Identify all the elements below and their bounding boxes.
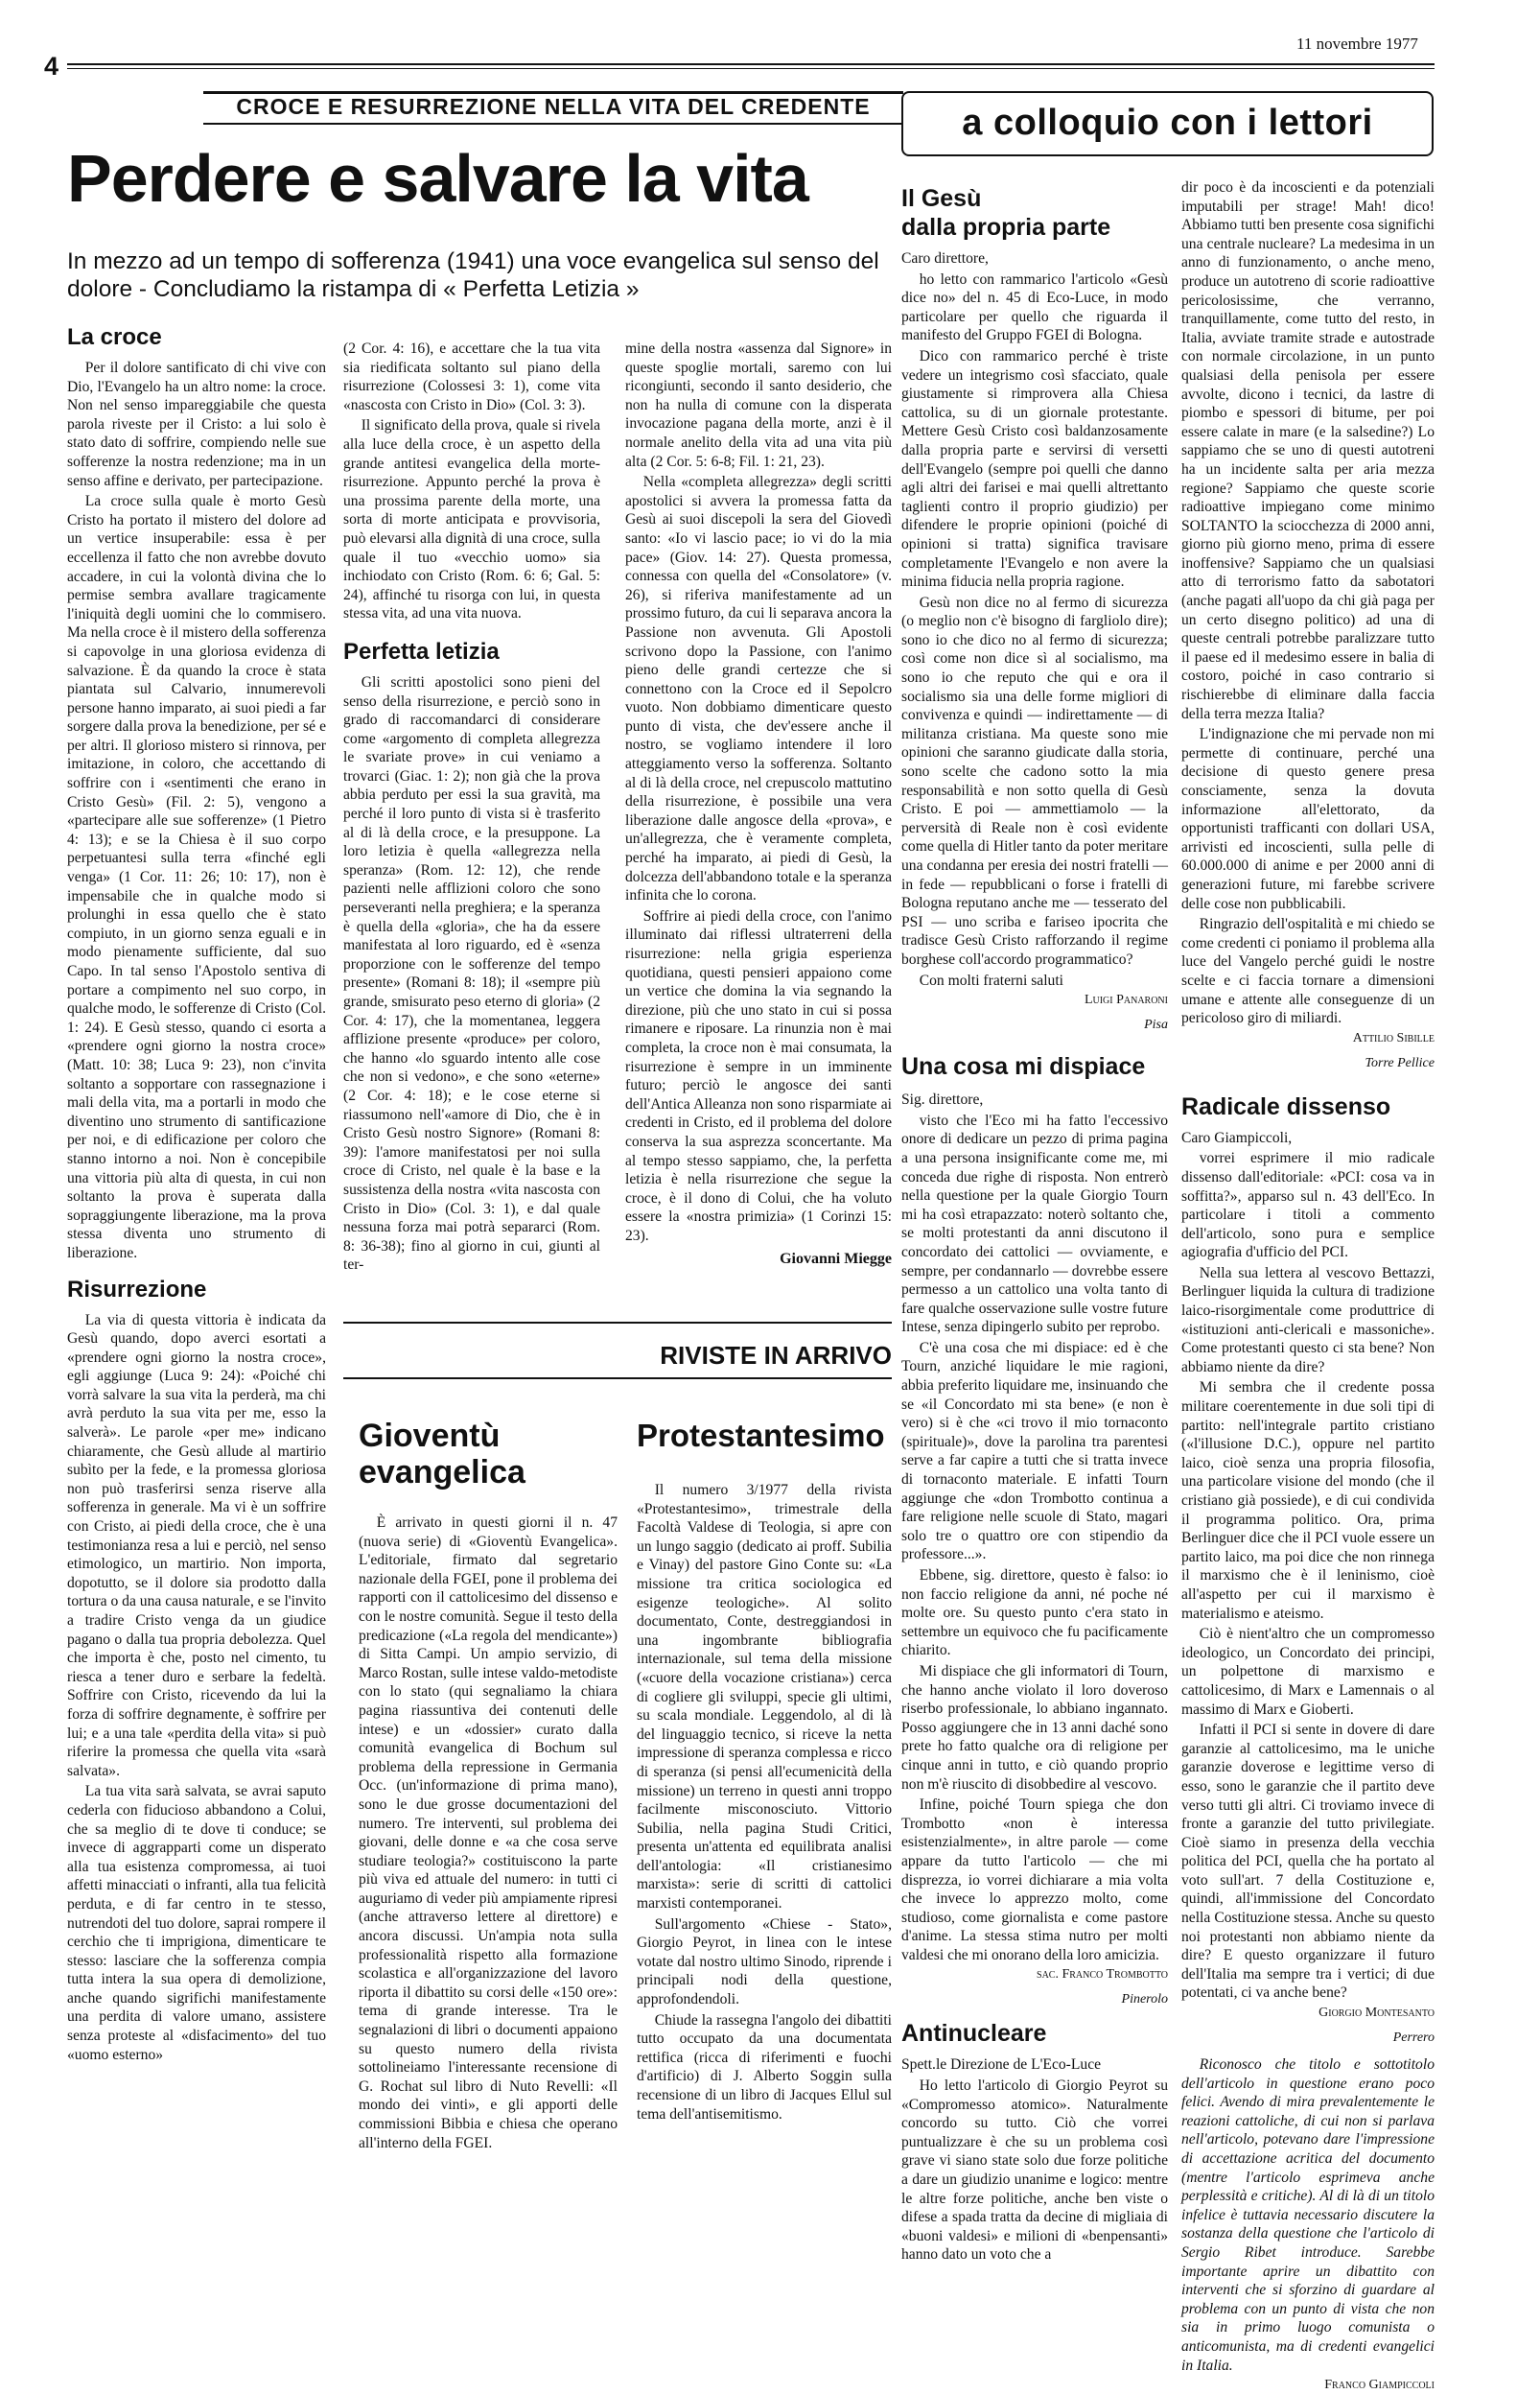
paragraph: Gli scritti apostolici sono pieni del senso della risurrezione, e perciò sono in grado di raccomandarci di considerare come «argomento di completa allegrezza le svariate prove» in cui veniamo a trovarci (Giac. 1: 2); non già che la prova abbia perduto per essi la sua gravità, ma perché il loro punto di vista si è trasferito al di là della croce, e la presuppone. La loro letizia è quella «allegrezza nella speranza» (Rom. 12: 12), che rende pazienti nelle afflizioni coloro che sono perseveranti nella preghiera; e la speranza è quella della «gloria», che ha da essere manifestata al loro riguardo, ed è «senza proporzione con le sofferenze del tempo presente» (Romani 8: 18); il «sempre più grande, smisurato peso eterno di gloria» (2 Cor. 4: 17), che la momentanea, leggera afflizione presente «produce» per coloro, che hanno «lo sguardo intento alle cose che non si vedono», e che sono «eterne» (2 Cor. 4: 18); e le cose eterne si riassumono nell'«amore di Dio, che è in Cristo Gesù nostro Signore» (Romani 8: 39): l'amore manifestatosi per noi sulla croce di Cristo, nel quale è la base e la sussistenza della nostra «vita nascosta con Cristo in Dio» (Col. 3: 1), e dal quale nessuna forza mai potrà separarci (Rom. 8: 36-38); fino al giorno in cui, giunti al ter- (343, 673, 600, 1274)
protestantesimo-title: Protestantesimo (637, 1418, 885, 1453)
letter-title-line-2: dalla propria parte (901, 214, 1111, 241)
kicker-rule-bottom (203, 123, 903, 125)
paragraph: Dico con rammarico perché è triste vedere un integrismo così sfacciato, quale giustamente si rimprovera alla Chiesa cattolica, su di un giornale protestante. Mettere Gesù Cristo così baldanzosamente dalla propria parte e servirsi di versetti dell'Evangelo (sempre poi quelli che danno agli altri dei farisei e mai quelli altrettanto taglienti contro il proprio giudizio) per difendere le proprie opinioni (poiché di opinioni si tratta) significa travisare completamente l'Evangelo e non avere la minima fiducia nella propria ragione. (901, 347, 1168, 591)
paragraph: È arrivato in questi giorni il n. 47 (nuova serie) di «Gioventù Evangelica». L'editoriale, firmato dal segretario nazionale della FGEI, pone il problema dei rapporti con il cattolicesimo del dissenso e con le nostre comunità. Segue il testo della predicazione («La regola del mendicante») di Sitta Campi. Un ampio servizio, di Marco Rostan, sulle intese valdo-metodiste con lo stato (qui segnaliamo la chiara pagina riassuntiva dei contenuti delle intese) e un «dossier» curato dalla comunità evangelica di Bochum sul problema della repressione in Germania Occ. (un'informazione di prima mano), sono le due grosse documentazioni del numero. Tre interventi, sul problema dei giovani, delle donne e «a che cosa serve studiare teologia?» costituiscono la parte più viva ed attuale del numero: in tutti ci auguriamo di veder più ampiamente ripresi (anche attraverso lettere al direttore) e ancora discussi. Un'ampia nota sulla professionalità rispetto alla formazione scolastica e all'organizzazione del lavoro riporta il dibattito su corsi delle «150 ore»: tema di grande interesse. Tra le segnalazioni di libri o documenti appaiono su questo numero della rivista sottolineiamo l'interessante recensione di G. Rochat sul libro di Nuto Revelli: «Il mondo dei vinti», e gli apporti delle commissioni Bibbia e chiesa che operano all'interno della FGEI. (359, 1514, 618, 2151)
paragraph: Soffrire ai piedi della croce, con l'animo illuminato dai riflessi ultraterreni della risurrezione: nella grigia esperienza quotidiana, questi pensieri appaiono come un vertice che domina la via segnando la direzione, più che uno stato in cui si possa rimanere e riposare. La rinunzia non è mai completa, la croce non è mai consumata, la risurrezione è sempre in un imminente futuro; perciò le angosce dei santi dell'Antica Alleanza non sono risparmiate ai credenti in Cristo, ed il problema del dolore conserva la sua asprezza sconcertante. Ma al tempo stesso sappiamo, che, la perfetta letizia è nella risurrezione che segue la croce, è il dono di Colui, che ha voluto essere la «nostra primizia» (1 Corinzi 15: 23). (625, 907, 892, 1244)
letter-author: Giorgio Montesanto (1318, 2006, 1435, 2021)
paragraph: La via di questa vittoria è indicata da Gesù quando, dopo averci esortati a «prendere ogni giorno la nostra croce», egli aggiunge (Luca 9: 24): «Poiché chi vorrà salvare la sua vita la perderà, ma chi avrà perduto la sua vita per me, esso la salverà». Le parole «per me» indicano chiaramente, che Gesù allude al martirio subìto per la fede, e la promessa gloriosa non può trasferirsi senza riserve alla sofferenza in generale. Ma vi è un soffrire con Cristo, ai piedi della croce, che è una testimonianza resa a lui e perciò, nel senso etimologico, un martirio. Non importa, dopotutto, se il dolore sia prodotto dalla tortura o da una causa naturale, e se l'invito a tradire Cristo venga da un giudice pagano o dalla tua propria debolezza. Quel che importa è che, posto nel cimento, tu riesca a tener duro e serbare la fedeltà. Soffrire con Cristo, ricevendo da lui la forza di soffrire degnamente, è soffrire per lui; e a una tale «perdita della vita» si può riferire la promessa che quella vita «sarà salvata». (67, 1311, 326, 1779)
paragraph: Ciò è nient'altro che un compromesso ideologico, un Concordato dei principi, un polpettone di marxismo e cattolicesimo, di Marx e Lamennais o al massimo di Marx e Gioberti. (1181, 1626, 1435, 1718)
salutation: Caro direttore, (901, 250, 989, 267)
letters-column-2 (1181, 178, 1435, 2393)
riviste-rule-top (343, 1322, 892, 1324)
salutation: Spett.le Direzione de L'Eco-Luce (901, 2056, 1102, 2074)
main-column-1 (67, 317, 326, 2283)
letter-author: sac. Franco Trombotto (1037, 1967, 1168, 1983)
letter-title-radicale-dissenso: Radicale dissenso (1181, 1092, 1391, 1120)
section-title-perfetta-letizia: Perfetta letizia (343, 638, 500, 665)
salutation: Caro Giampiccoli, (1181, 1129, 1293, 1146)
letter-author: Attilio Sibille (1352, 1030, 1435, 1045)
paragraph: mine della nostra «assenza dal Signore» in queste spoglie mortali, saremo con lui ricongiunti, secondo il santo desiderio, che non ha nulla di comune con la disperata invocazione pagana della morte, anzi è il normale anelito della vita ad una vita più alta (2 Cor. 5: 6-8; Fil. 1: 21, 23). (625, 340, 892, 470)
letter-author: Luigi Panaroni (1084, 993, 1168, 1008)
gioventu-title-line-1: Gioventù (359, 1418, 501, 1454)
paragraph: (2 Cor. 4: 16), e accettare che la tua vita sia riedificata soltanto sul piano della risurrezione (Colossesi 3: 1), come vita «nascosta con Cristo in Dio» (Col. 3: 3). (343, 340, 600, 413)
paragraph: C'è una cosa che mi dispiace: ed è che Tourn, anziché liquidare le mie ragioni, abbia preferito liquidare me, insinuando che se «il Concordato mi sta bene» (e non è vero) si è che «ci trovo il mio tornaconto (spirituale)», dove la parolina tra parentesi serve a far capire a tutti che si tratta invece di tornaconto materiale. E infatti Tourn aggiunge che «don Trombotto continua a fare religione nelle scuole di Stato, magari solo tre o quattro ore con stipendio da professore...». (901, 1339, 1168, 1563)
letter-title-il-gesu (901, 184, 1168, 242)
letter-title-line-1: Il Gesù (901, 185, 982, 212)
letter-place: Pisa (1144, 1018, 1168, 1033)
riviste-banner: RIVISTE IN ARRIVO (660, 1341, 892, 1370)
paragraph: Infine, poiché Tourn spiega che don Trombotto «non è interessa esistenzialmente», in altre parole — come appare da tutto l'articolo — che mi disprezza, io vorrei dichiarare a mia volta che invece lo apprezzo molto, come studioso, come giornalista e come pastore d'anime. La stessa stima nutro per molti valdesi che mi onorano della loro amicizia. (901, 1796, 1168, 1963)
paragraph: Per il dolore santificato di chi vive con Dio, l'Evangelo ha un altro nome: la croce. Non nel senso impareggiabile che questa parola riveste per il Cristo: a lui solo è stato dato di soffrire, compiendo nelle sue sofferenze la nostra redenzione; ma in un senso affine e derivato, per partecipazione. (67, 360, 326, 489)
salutation: Sig. direttore, (901, 1091, 984, 1109)
letters-column-1 (901, 178, 1168, 2288)
riviste-rule-bottom (343, 1377, 892, 1379)
paragraph: Nella «completa allegrezza» degli scritti apostolici si avvera la promessa fatta da Gesù ai suoi discepoli la sera del Giovedì santo: «Io vi lascio pace; io vi do la mia pace» (Giov. 14: 27). Questa promessa, connessa con quella del «Consolatore» (v. 26), si riferiva manifestamente ad un prossimo futuro, da cui li separava ancora la Passione non avvenuta. Gli Apostoli scrivono dopo la Passione, con l'animo pieno delle grandi certezze che si connettono con la Croce ed il Sepolcro vuoto. Non dobbiamo dimenticare questo punto di vista, che dev'essere anche il nostro, se vogliamo intendere il loro atteggiamento verso la sofferenza. Soltanto al di là della croce, nel crepuscolo mattutino della risurrezione, è possibile una vera liberazione dalle angosce della «prova», e un'allegrezza, che è veramente completa, perché ha imparato, ai piedi di Gesù, la dolcezza dell'abbandono totale e la speranza infinita che lo corona. (625, 474, 892, 904)
protestantesimo-column (637, 1418, 892, 2281)
paragraph: visto che l'Eco mi ha fatto l'eccessivo onore di dedicare un pezzo di prima pagina a una persona insignificante come me, mi conceda due righe di risposta. Non entrerò nella questione per la quale Giorgio Tourn mi ha così etrapazzato: noterò soltanto che, se molti protestanti da anni discutono il concordato dei cattolici — ovviamente, e sempre, per condannarlo — dovrebbe essere permesso a un cattolico una volta tanto di fare qualche osservazione sulle vostre future Intese, senza dipingerlo subito per reprobo. (901, 1112, 1168, 1336)
gioventu-title (359, 1418, 618, 1490)
subheadline: In mezzo ad un tempo di sofferenza (1941) una voce evangelica sul senso del dolore - Concludiamo la ristampa di « Perfetta Letizia » (67, 248, 879, 302)
paragraph: La tua vita sarà salvata, se avrai saputo cederla con fiducioso abbandono a Colui, che sa meglio di te dove ti conduce; se invece di aggrapparti come un disperato alla tua esistenza compromessa, ai tuoi affetti minacciati o infranti, alla tua felicità perduta, e di far centro in te stesso, nutrendoti del tuo dolore, saprai rompere il cerchio che ti imprigiona, dimenticare te stesso: lasciare che la sofferenza compia tutta intera la sua opera di demolizione, anche quando sigrifichi manifestamente una perdita di valore umano, assistere senza proteste al «disfacimento» del tuo «uomo esterno» (67, 1783, 326, 2063)
letter-place: Torre Pellice (1365, 1055, 1435, 1070)
section-title-risurrezione: Risurrezione (67, 1276, 207, 1303)
editor-note: Riconosco che titolo e sottotitolo dell'articolo in questione erano poco felici. Avendo di mira prevalentemente le reazioni cattoliche, di cui non si parlava nell'articolo, potevano dare l'impressione di accettazione acritica del documento (mentre l'articolo esprimeva anche perplessità e critiche). Al di là di un titolo infelice è tuttavia necessario discutere la sostanza della questione che l'articolo di Sergio Ribet introduce. Sarebbe importante aprire un dibattito con interventi che si sforzino di guardare al problema con un punto di vista che non sia in primo luogo comunista o anticomunista, ma di credenti evangelici in Italia. (1181, 2056, 1435, 2374)
issue-date: 11 novembre 1977 (1296, 35, 1418, 53)
paragraph: Mi sembra che il credente possa militare coerentemente in due soli tipi di partito: nell'integrale partito cristiano («l'illusione D.C.), oppure nel partito laico, cioè senza una propria filosofia, una particolare visione del mondo (che il cristiano già possiede), e di cui condivida il programma politico. Ora, prima Berlinguer dice che il PCI vuole essere un partito laico, ma poi dice che non rinnega il marxismo che è il leninismo, cioè all'aspetto per cui il marxismo è materialismo e ateismo. (1181, 1379, 1435, 1622)
paragraph: vorrei esprimere il mio radicale dissenso dall'editoriale: «PCI: cosa va in soffitta?», apparso sul n. 43 dell'Eco. In particolare i titoli a commento dell'articolo, sono pura e semplice agiografia d'ufficio del PCI. (1181, 1150, 1435, 1261)
closing: Con molti fraterni saluti (919, 972, 1063, 989)
paragraph: Nella sua lettera al vescovo Bettazzi, Berlinguer liquida la cultura di tradizione laico-risorgimentale come produttrice di «istituzioni anti-clericali e massoniche». Come protestanti questo ci sta bene? Non abbiamo niente da dire? (1181, 1264, 1435, 1375)
paragraph: dir poco è da incoscienti e da potenziali imputabili per strage! Mah! dico! Abbiamo tutti ben presente cosa significhi una centrale nucleare? La medesima in un anno di funzionamento, o anche meno, produce un autotreno di scorie radioattive pericolosissime, che verranno, tranquillamente, come tutto del resto, in Italia, avviate tramite strade e autostrade con normale circolazione, in un punto qualsiasi della penisola per essere avvolte, dicono i tecnici, da lastre di piombo e spessori di bitume, per poi essere calate in mare (e la salsedine?) Lo sappiamo che se uno di questi autotreni ha un incidente salta per aria mezza regione? Sappiamo che queste scorie radioattive impiegano come minimo SOLTANTO la sciocchezza di 2000 anni, giorno più giorno meno, prima di essere inoffensive? Sappiamo che un qualsiasi atto di terrorismo fatto da sabotatori (anche pagati all'uopo da chi già paga per un certo disegno politico) ad una di queste centrali potrebbe paralizzare tutto il paese ed il medesimo essere in balia di costoro, poiché in caso contrario si rischierebbe di eliminare dalla faccia della terra mezza Italia? (1181, 179, 1435, 722)
main-column-3 (625, 340, 892, 1289)
main-column-2 (343, 340, 600, 1299)
paragraph: L'indignazione che mi pervade non mi permette di continuare, perché una decisione di questo genere presa consciamente, senza la dovuta informazione all'elettorato, da opportunisti trafficanti con dollari USA, arrivisti ed incoscienti, sulla pelle di 60.000.000 di anime e per 2000 anni di generazioni future, mi farebbe scrivere delle cose non pubblicabili. (1181, 726, 1435, 912)
gioventu-title-line-2: evangelica (359, 1454, 525, 1490)
letter-place: Pinerolo (1121, 1992, 1168, 2007)
letter-place: Perrero (1392, 2030, 1435, 2046)
article-author: Giovanni Miegge (780, 1250, 892, 1267)
paragraph: Sull'argomento «Chiese - Stato», Giorgio Peyrot, in linea con le intese votate dal nostro ultimo Sinodo, riprende i principali nodi della questione, approfondendoli. (637, 1915, 892, 2008)
paragraph: Ho letto l'articolo di Giorgio Peyrot su «Compromesso atomico». Naturalmente concordo su tutto. Ciò che vorrei puntualizzare è che su un problema così grave vi siano state solo due forze politiche a dare un giudizio unanime e logico: mentre le altre forze politiche, anche ben viste o difese a spada tratta da decine di migliaia di «buoni valdesi» e milioni di «benpensanti» hanno dato un voto che a (901, 2077, 1168, 2264)
gioventu-evangelica-column (359, 1418, 618, 2281)
section-title-la-croce: La croce (67, 324, 162, 350)
paragraph: Gesù non dice no al fermo di sicurezza (o meglio non c'è bisogno di fargliolo dire); sono io che dico no al fermo di sicurezza; così come non dice sì al socialismo, ma sono io che reputo che qui e ora il socialismo sia una delle forme migliori di convivenza e quindi — indirettamente — di militanza cristiana. Ma queste sono mie opinioni che saranno giudicate dalla storia, sono scelte che cadono sotto la mia responsabilità e non sotto quella di Gesù Cristo. E poi — ammettiamolo — la perversità di Reale non è così evidente come quella di Hitler tanto da poter meritare una condanna per eresia dei nostri fratelli — in fede — repubblicani o forse i fratelli di Bologna reputano anche me — tesserato del PSI — uno scriba e fariseo ipocrita che tradisce Gesù Cristo rafforzando il regime borghese coll'accordo programmatico? (901, 594, 1168, 968)
paragraph: ho letto con rammarico l'articolo «Gesù dice no» del n. 45 di Eco-Luce, in modo particolare per quello che riguarda il manifesto del Gruppo FGEI di Bologna. (901, 270, 1168, 344)
paragraph: Ebbene, sig. direttore, questo è falso: io non faccio religione da anni, né poche né molte ore. Su questo punto c'era stato in settembre un equivoco che fu pacificamente chiarito. (901, 1567, 1168, 1659)
header-rule (67, 63, 1435, 65)
kicker: CROCE E RESURREZIONE NELLA VITA DEL CREDENTE (236, 94, 871, 119)
letter-title-antinucleare: Antinucleare (901, 2020, 1047, 2048)
paragraph: Infatti il PCI si sente in dovere di dare garanzie al cattolicesimo, ma le uniche garanzie doverose e legittime verso di esso, sono le garanzie che il partito deve verso tutti gli altri. Ci troviamo invece di fronte a garanzie del tutto privilegiate. Cioè siamo in presenza della vecchia politica del PCI, quella che ha portato al voto sull'art. 7 della Costituzione e, quindi, all'immissione del Concordato nella Costituzione stessa. Anche su questo noi protestanti non abbiamo niente da dire? E questo organizzare il futuro dell'Italia ma sempre tra i vertici; di due potentati, ci va anche bene? (1181, 1722, 1435, 2002)
paragraph: Chiude la rassegna l'angolo dei dibattiti tutto occupato da una documentata rettifica (ricca di riferimenti e fuochi d'artificio) di J. Alberto Soggin sulla recensione di un libro di Jacques Ellul sul tema dell'antisemitismo. (637, 2011, 892, 2123)
paragraph: Ringrazio dell'ospitalità e mi chiedo se come credenti ci poniamo il problema alla luce del Vangelo perché guidi le nostre scelte e ci faccia tornare a dimensioni umane e attente alle conseguenze di un pericoloso giro di miliardi. (1181, 916, 1435, 1027)
letters-box-title: a colloquio con i lettori (901, 91, 1434, 156)
paragraph: Il significato della prova, quale si rivela alla luce della croce, è un aspetto della grande antitesi evangelica della morte-risurrezione. Appunto perché la prova è una prossima parente della morte, una sorta di morte anticipata e provvisoria, può elevarsi alla dignità di una croce, sulla quale il tuo «vecchio uomo» sia inchiodato con Cristo (Rom. 6: 6; Gal. 5: 24), affinché tu risorga con lui, in questa stessa vita, ad una vita nuova. (343, 417, 600, 622)
editor-signature: Franco Giampiccoli (1324, 2378, 1435, 2393)
paragraph: Mi dispiace che gli informatori di Tourn, che hanno anche violato il loro doveroso riserbo professionale, lo abbiano ingannato. Posso aggiungere che in 13 anni daché sono prete ho fatto qualche ora di religione per cinque anni in tutto, e ciò quando proprio non m'è riuscito di disobbedire al vescovo. (901, 1662, 1168, 1793)
paragraph: La croce sulla quale è morto Gesù Cristo ha portato il mistero del dolore ad un vertice insuperabile: essa è per eccellenza il fatto che non avrebbe dovuto accadere, in cui la volontà divina che lo permise sembra avallare tragicamente l'iniquità degli uomini che lo commisero. Ma nella croce è il mistero della sofferenza si capovolge in una gloriosa evidenza di salvazione. È da quando la croce è stata piantata sul Calvario, innumerevoli persone hanno imparato, ai suoi piedi a far sorgere dalla prova la benedizione, per sé e per altri. Il glorioso mistero si rinnova, per imitazione, in coloro, che accettando di soffrire con i «sentimenti che erano in Cristo Gesù» (Fil. 2: 5), vengono a «partecipare alle sue sofferenze» (1 Pietro 4: 13); e se la Chiesa è il suo corpo perpetuantesi sulla terra «finché egli venga» (1 Cor. 11: 26; 10: 17), non è impensabile che in qualche modo si prolunghi in essa quello che è stato compiuto, in un giorno senza eguali e in modo pienamente sufficiente, dal suo Capo. In tal senso l'Apostolo sentiva di portare a compimento nel suo corpo, in qualche modo, le sofferenze di Cristo (Col. 1: 24). E Gesù stesso, quando ci esorta a «prendere ogni giorno la nostra croce» (Matt. 10: 38; Luca 9: 23), non c'invita soltanto a sopportare con rassegnazione i mali della vita, ma a portarli in modo che diventino uno strumento di santificazione per noi, e di edificazione per coloro che stanno intorno a noi. Non è concepibile una vittoria più alta di questa, in cui non soltanto la prova è superata dalla sopraggiungente liberazione, ma la prova stessa diventa uno strumento di liberazione. (67, 493, 326, 1261)
page-number: 4 (44, 52, 59, 81)
letter-title-una-cosa: Una cosa mi dispiace (901, 1053, 1146, 1081)
headline: Perdere e salvare la vita (67, 141, 808, 216)
header-rule-thin (67, 68, 1435, 69)
paragraph: Il numero 3/1977 della rivista «Protestantesimo», trimestrale della Facoltà Valdese di Teologia, si apre con un lungo saggio (dedicato ai proff. Subilia e Vinay) del pastore Gino Conte su: «La missione tra critica sociologica ed esigenze teologiche». Al solito documentato, Conte, destreggiandosi in una ingombrante bibliografia internazionale, sul tema della missione («cuore della vocazione cristiana») cerca di cogliere gli sviluppi, specie gli ultimi, su scala mondiale. Leggendolo, al di là del linguaggio tecnico, si riceve la netta impressione di speranza complessa e ricco di speranza (si pensi all'ecumenicità della missione) un terreno in questi anni troppo facilmente misconosciuto. Vittorio Subilia, nella pagina Studi Critici, presenta un'attenta ed equilibrata analisi dell'antologia: «Il cristianesimo marxista»: serie di scritti di cattolici marxisti contemporanei. (637, 1482, 892, 1913)
